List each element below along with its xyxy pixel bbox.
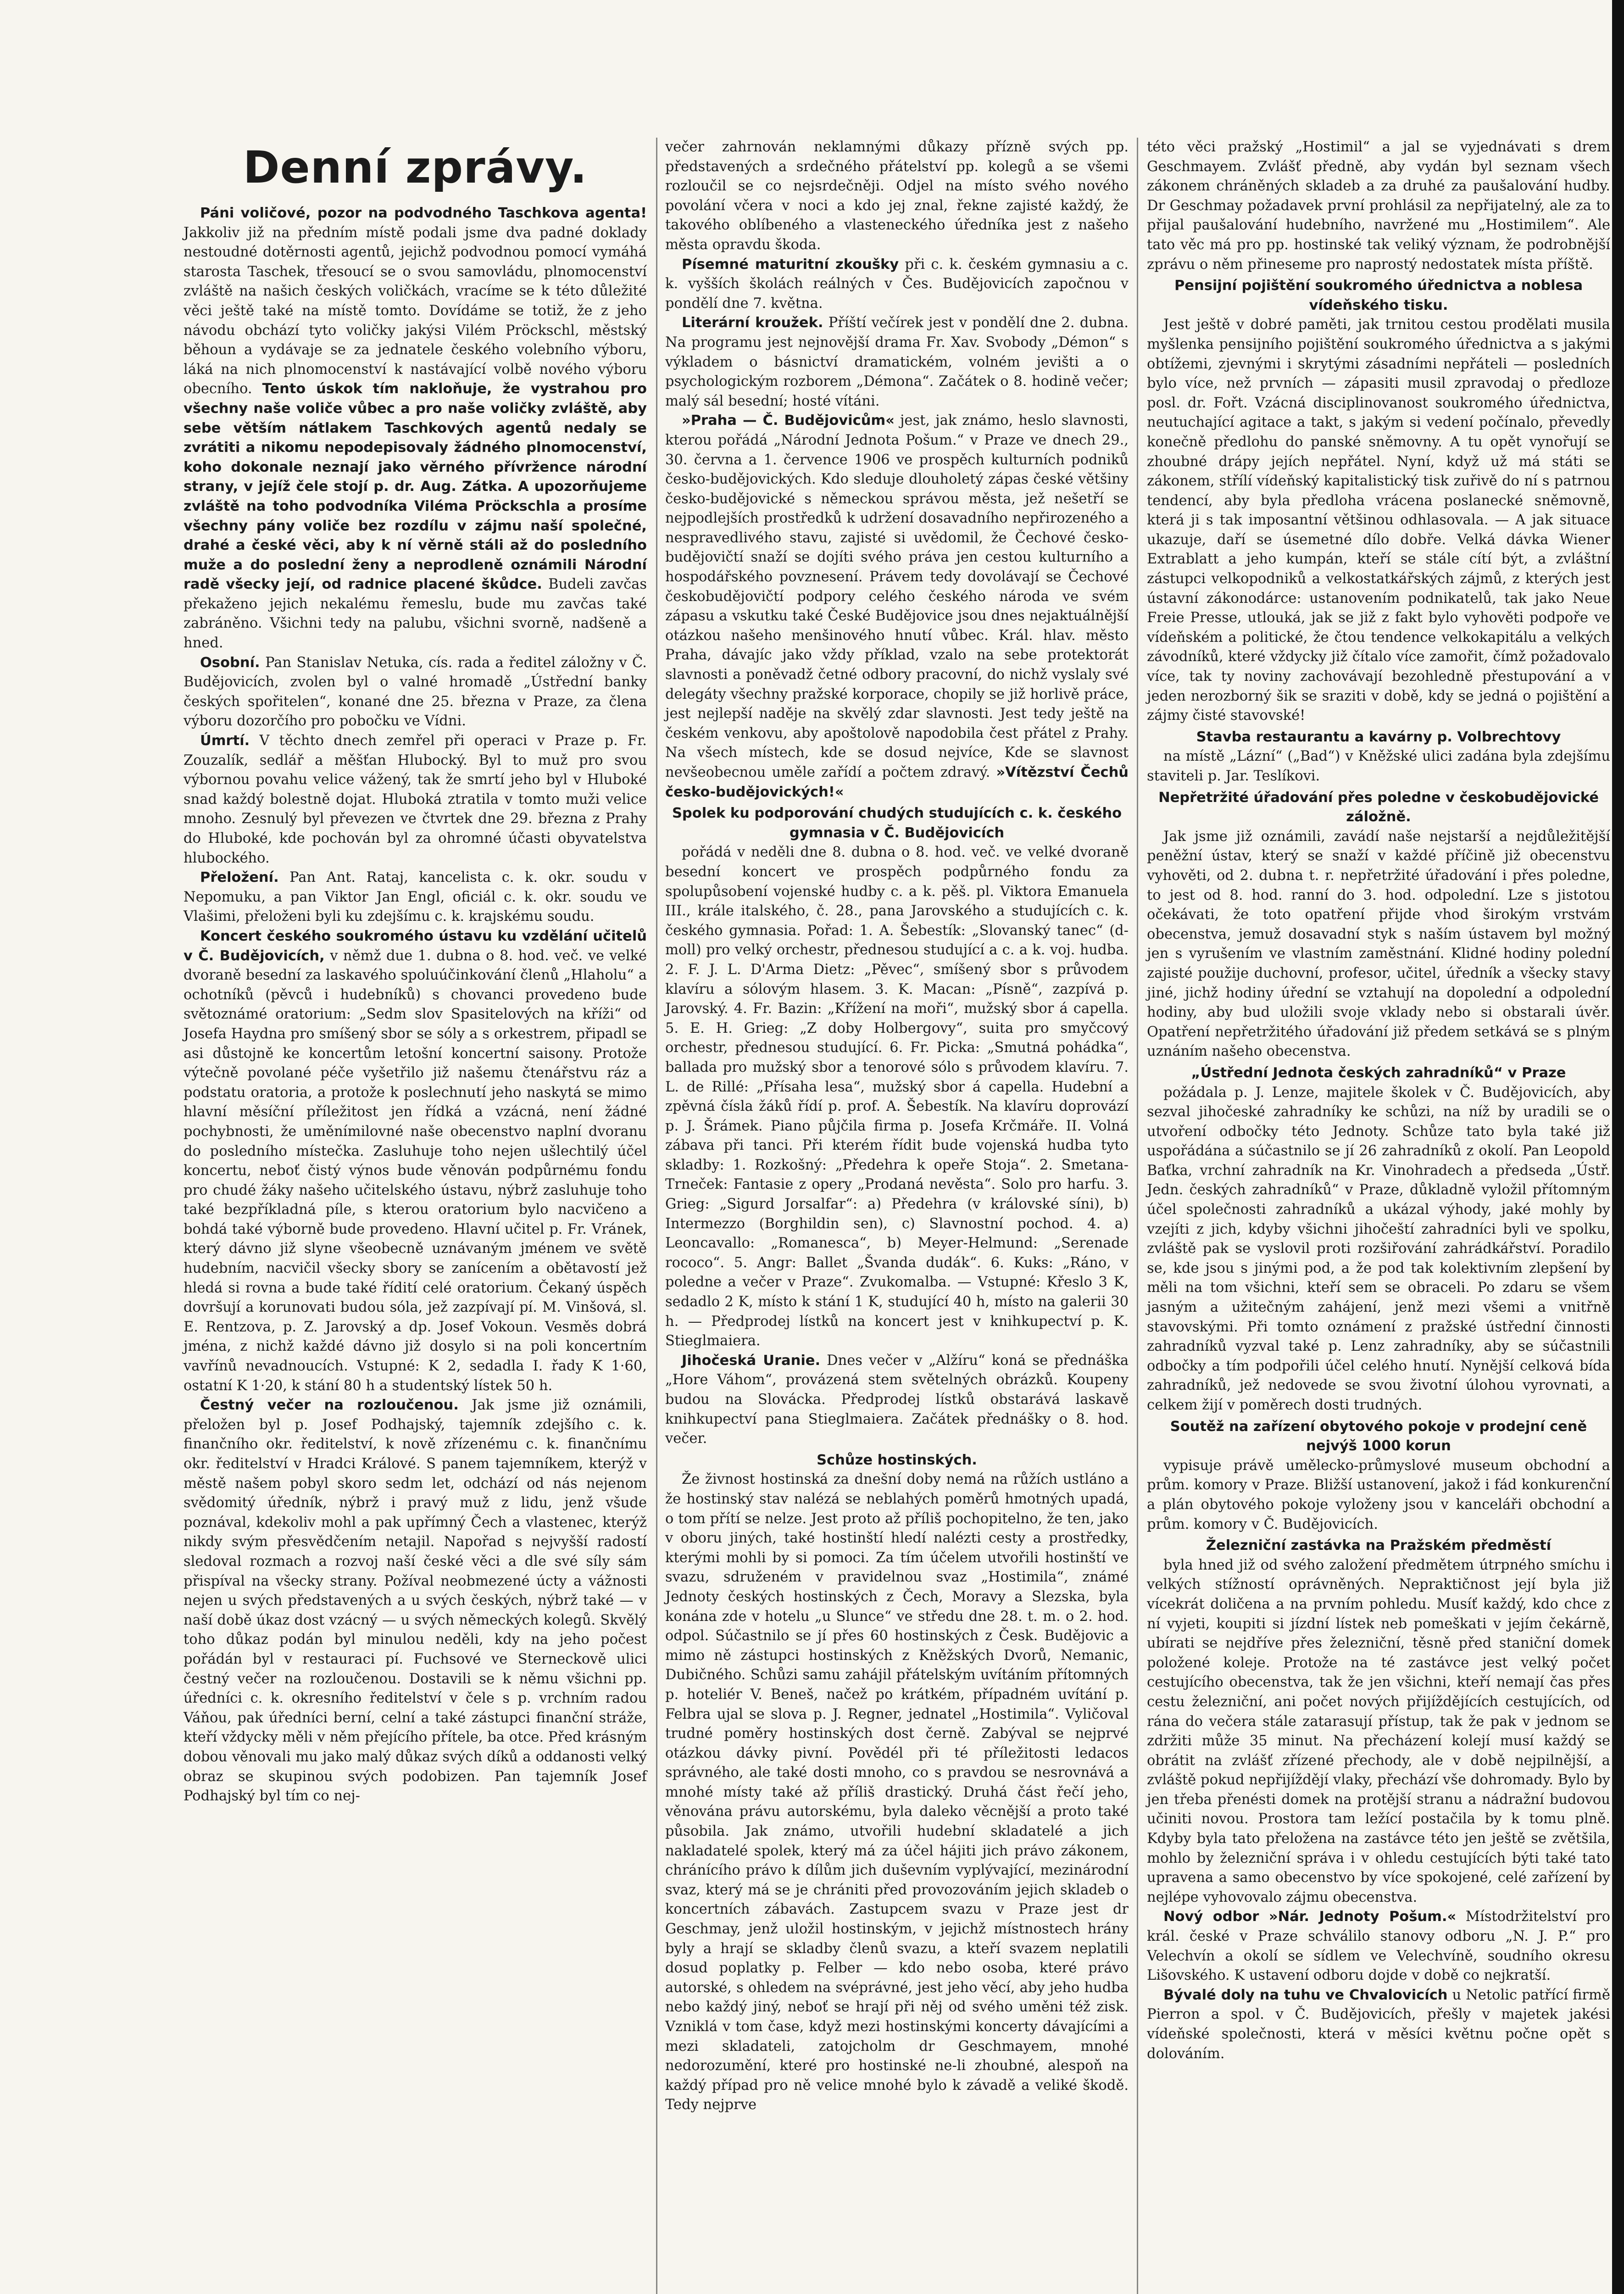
article-praha-budejovice <box>665 411 1129 802</box>
article-pension: Jest ještě v dobré paměti, jak trnitou cestou prodělati musila myšlenka pensijního pojištění soukromého úřednictva a s jakými obtížemi, zjevnými i skrytými zásadními nepřáteli — posledních bylo více, než prvních — zápasiti musil zpravodaj o předloze posl. dr. Fořt. Vzácná disciplinovanost soukromého úřednictva, neutuchající agitace a takt, s jakým si vedení počínalo, převedly konečně předlohu do panské sněmovny. A tu opět vynořují se zhoubné drápy jejích nepřátel. Nyní, když už má státi se zákonem, střílí vídeňský kapitalistický tisk zuřivě do ní s patrnou tendencí, aby byla předloha vrácena poslanecké sněmovně, která ji s tak imposantní většinou odhlasovala. — A jak situace ukazuje, daří se úsemetné dílo dobře. Velká dávka Wiener Extrablatt a jeho kumpán, kteří se stále cítí být, a zvláštní zástupci velkopodniků a velkostatkářských zájmů, z kterých jest ústavní zákonodárce: ustanovením podnikatelů, tak jako Neue Freie Presse, utlouká, jak se již z fakt bylo vyhověti podpoře ve vídeňském a politické, že čtou tendence velkokapitálu a velkých závodníků, které vždycky již čítalo více zamořit, čímž požadovalo více, tak ty noviny zachovávají bezohledně přestupování a v jeden nerozborný šik se sraziti v době, kdy se jedná o pojištění a zájmy čisté stavovské! <box>1147 317 1610 724</box>
column-2 <box>665 138 1129 2115</box>
article-heading: Bývalé doly na tuhu ve Chvalovicích <box>1163 1987 1448 2003</box>
column-3 <box>1147 138 1610 2064</box>
article-continuation: večer zahrnován neklamnými důkazy přízně svých pp. představených a srdečného přátelství pp. kolegů a se všemi rozloučil se co nejsrdečněji. Odjel na místo svého nového povolání včera v noci a kdo jej znal, řekne zajisté každý, že takového oblíbeného a vlasteneckého úředníka jest z našeho města opravdu škoda. <box>665 139 1129 253</box>
article-text: Jakkoliv již na předním místě podali jsme dva padné doklady nestoudné dotěrnosti agentů, jejichž podvodnou pomocí vymáhá starosta Taschek, třesoucí se o svou samovládu, plnomocenství zvláště na našich českých voličkách, vracíme se k této důležité věci ještě také na místě tomto. Dovídáme se totiž, že z jeho návodu obchází tyto voličky jakýsi Vilém Pröckschl, městský běhoun a vydávaje se za jednatele českého volebního výboru, láká na nich plnomocenství k nastávající volbě nového výboru obecního. <box>184 224 647 397</box>
article-heading: Písemné maturitní zkoušky <box>682 256 899 273</box>
article-transfer <box>184 868 647 927</box>
article-restaurant: na místě „Lázní“ („Bad“) v Kněžské ulici zadána byla zdejšímu staviteli p. Jar. Teslíkovi. <box>1147 748 1610 784</box>
article-heading: Čestný večer na rozloučenou. <box>200 1397 459 1414</box>
article-uranie <box>665 1351 1129 1449</box>
article-heading: Železniční zastávka na Pražském předměstí <box>1206 1537 1552 1554</box>
article-bold-text: Tento úskok tím nakloňuje, že vystrahou pro všechny naše voliče vůbec a pro naše voličky zvláště, aby sebe větším nátlakem Taschkových agentů nedaly se zvrátiti a nikomu nepodepisovaly žádného plnomocenství, koho dokonale neznají jako věrného přívržence národní strany, v jejíž čele stojí p. dr. Aug. Zátka. A upozorňujeme zvláště na toho podvodníka Viléma Pröckschla a prosíme všechny pány voliče bez rozdílu v zájmu naší společné, drahé a české věci, aby k ní věrně stáli až do posledního muže a do poslední ženy a neprodleně oznámili Národní radě všecky její, od radnice placené škůdce. <box>184 381 647 593</box>
article-text: v němž due 1. dubna o 8. hod. več. ve velké dvoraně besední za laskavého spoluúčinkování členů „Hlaholu“ a ochotníků (pěvců i hudebníků) s chovanci provedeno bude světoznámé oratorium: „Sedm slov Spasitelových na kříži“ od Josefa Haydna pro smíšený sbor se sóly a s orkestrem, připadl se asi důstojně ke koncertům letošní koncertní saisony. Protože výtečně povolané péče vyšetřilo již našemu čtenářstvu ráz a podstatu oratoria, a protože k poslechnutí jeho naskytá se mimo hlavní měsíční příležitost jen řídká a vzácná, není žádné pochybnosti, že uměnímilovné naše obecenstvo naplní dvoranu do posledního místečka. Zasluhuje toho nejen ušlechtilý účel koncertu, neboť čistý výnos bude věnován podpůrnému fondu pro chudé žáky našeho učitelského ústavu, nýbrž zasluhuje toho také bezpříkladná píle, s kterou oratorium bylo nacvičeno a bohdá také výborně bude provedeno. Hlavní učitel p. Fr. Vránek, který dávno již slyne všeobecně uznávaným jménem ve světě hudebním, nacvičil všecky sbory se zanícením a obětavostí jež hledá si rovna a bude také řídití celé oratorium. Čekaný úspěch dovršují a korunovati budou sóla, jež zazpívají pí. M. Vinšová, sl. E. Rentzova, p. Z. Jarovský a dp. Josef Vokoun. Vesměs dobrá jména, z nichž každé dávno již dosylo si na poli koncertním vavřínů nevadnoucích. Vstupné: K 2, sedadla I. řady K 1·60, ostatní K 1·20, k stání 80 h a studentský lístek 50 h. <box>184 947 647 1394</box>
article-heading: Schůze hostinských. <box>817 1452 977 1468</box>
column-divider <box>1137 138 1138 2294</box>
article-heading: Nepřetržité úřadování přes poledne v českobudějovické záložně. <box>1158 789 1599 825</box>
article-text: V těchto dnech zemřel při operaci v Praze p. Fr. Zouzalík, sedlář a měšťan Hlubocký. Byl to muž pro svou výbornou povahu velice vážený, tak že smrtí jeho byl v Hluboké snad každý bolestně dojat. Hluboká ztratila v tomto muži velice mnoho. Zesnulý byl převezen ve čtvrtek dne 29. března z Prahy do Hluboké, kde pochován byl za ohromné účasti obyvatelstva hlubockého. <box>184 733 647 866</box>
article-text: Pan Stanislav Netuka, cís. rada a ředitel záložny v Č. Budějovicích, zvolen byl o valné hromadě „Ústřední banky českých spořitelen“, konané dne 25. března v Praze, za člena výboru dozorčího pro pobočku ve Vídni. <box>184 654 647 729</box>
column-1 <box>184 138 647 1806</box>
article-text: Příští večírek jest v pondělí dne 2. dubna. Na programu jest nejnovější drama Fr. Xav. Svobody „Démon“ s výkladem o básnictví dramatickém, volném jevišti a o psychologickým rozborem „Démona“. Začátek o 8. hodině večer; malý sál besední; hosté vítáni. <box>665 315 1129 409</box>
article-graphite-mines <box>1147 1986 1610 2064</box>
article-heading: Páni voličové, pozor na podvodného Taschkova agenta! <box>200 205 647 221</box>
article-heading: Osobní. <box>200 654 260 671</box>
column-divider <box>656 138 657 2294</box>
page-title: Denní zprávy. <box>243 142 588 193</box>
article-heading: Stavba restaurantu a kavárny p. Volbrechtovy <box>1196 729 1561 745</box>
article-heading: Spolek ku podporování chudých studujících c. k. českého gymnasia v Č. Budějovicích <box>672 805 1122 841</box>
article-text: Místodržitelství pro král. české v Praze schválilo stanovy odboru „N. J. P.“ pro Velechvín a okolí se sídlem ve Velechvíně, soudního okresu Lišovského. K ustavení odboru dojde v době co nejkratší. <box>1147 1909 1610 1984</box>
article-text: Pan Ant. Rataj, kancelista c. k. okr. soudu v Nepomuku, a pan Viktor Jan Engl, oficiál c. k. okr. soudu ve Vlašimi, přeloženi byli ku zdejšímu c. k. krajskému soudu. <box>184 869 647 925</box>
article-heading: Soutěž na zařízení obytového pokoje v prodejní ceně nejvýš 1000 korun <box>1170 1418 1587 1454</box>
article-continuation: této věci pražský „Hostimil“ a jal se vyjednávati s drem Geschmayem. Zvlášť předně, aby vydán byl seznam všech zákonem chráněných skladeb a za druhé za paušalování hudby. Dr Geschmay požadavek první prohlásil za nepřijatelný, ale za to přijal paušalování hudebního, navržené mu „Hostimilem“. Ale tato věc má pro pp. hostinské tak veliký význam, že podrobnější zprávu o něm přineseme pro naprostý nedostatek místa příště. <box>1147 139 1610 273</box>
article-heading: Pensijní pojištění soukromého úřednictva a noblesa vídeňského tisku. <box>1174 278 1583 313</box>
article-bold-text: »Vítězství Čechů česko-budějovických!« <box>665 764 1129 800</box>
article-gardeners: požádala p. J. Lenze, majitele školek v Č. Budějovicích, aby sezval jihočeské zahradníky ke schůzi, na níž by uradili se o utvoření odbočky této Jednoty. Schůze tato byla také již uspořádána a súčastnilo se jí 26 zahradníků z okolí. Pan Leopold Baťka, vrchní zahradník na Kr. Vinohradech a předseda „Ústř. Jedn. českých zahradníků“ v Praze, důkladně vyložil přítomným účel společnosti zahradníků a ukázal výhody, jaké mohly by vzejíti z jich, kdyby všichni jihočeští zahradníci byli ve spolku, zvláště pak se vyslovil proti rozšiřování zahrádkářství. Poradilo se, kde jsou s jinými pod, a že pod tak kolektivním zlepšení by měli na tom všichni, kteří sem se obraceli. Po zdaru se všem jasným a užitečným zahájení, jenž mezi všemi a vnitřně stavovskými. Při tomto oznámení z pražské ústřední činnosti zahradníků vyzval také p. Lenz zahradníky, aby se súčastnili odbočky a tím podpořili účel celého hnutí. Nynější celková bída zahradníků, jež nedovede se svou životní úlohou vyrovnati, a celkem žijí v poměrech dosti trudných. <box>1147 1084 1610 1413</box>
article-concert <box>184 927 647 1396</box>
article-innkeepers: Že živnost hostinská za dnešní doby nemá na růžích ustláno a že hostinský stav nalézá se neblahých poměrů hmotných upadá, o tom přítí se nelze. Jest proto až příliš pochopitelno, že ten, jako v oboru jiných, také hostinští hledí nalézti cesty a prostředky, kterými mohli by si pomoci. Za tím účelem utvořili hostinští ve svazu, sdruženém v pravidelnou svaz „Hostimila“, známé Jednoty českých hostinských z Čech, Moravy a Slezska, byla konána zde v hotelu „u Slunce“ ve středu dne 28. t. m. o 2. hod. odpol. Súčastnilo se jí přes 60 hostinských z Česk. Budějovic a mimo ně zástupci hostinských z Kněžských Dvorů, Nemanic, Dubičného. Schůzi samu zahájil přátelským uvítáním přítomných p. hoteliér V. Beneš, načež po krátkém, případném uvítání p. Felbra ujal se slova p. J. Regner, jednatel „Hostimila“. Vyličoval trudné poměry hostinských dost černě. Zabýval se nejprvé otázkou dávky pivní. Povědél při té příležitosti ledacos správného, ale také dosti mnoho, co s pravdou se nesrovnává a mnohé místy také až příliš drastický. Druhá část řečí jeho, věnována právu autorskému, byla daleko věcnější a proto také působila. Jak známo, utvořili hudební skladatelé a jich nakladatelé spolek, který má za účel hájiti jich právo zákonem, chránícího právo k dílům jich duševním vyplývající, mezinárodní svaz, který má se je chrániti před provozováním jejich skladeb o koncertních zábavách. Zastupcem svazu v Praze jest dr Geschmay, jenž uložil hostinským, v jejichž místnostech hrány byly a hrají se skladby členů svazu, a kteří svazem neplatili dosud poplatky p. Felber — kdo nebo osoba, které právo autorské, s ohledem na svéprávné, jest jeho věcí, aby jeho hudba nebo každý jiný, neboť se hrají při něj od svého uměni též zisk. Vzniklá v tom čase, když mezi hostinskými koncerty dávajícími a mezi skladateli, zatojcholm dr Geschmayem, mnohé nedorozumění, které pro hostinské ne-li zhoubné, alespoň na každý případ pro ně velice mnohé bylo k závadě a veliké škodě. Tedy nejprve <box>665 1471 1129 2113</box>
article-railway-stop: byla hned již od svého založení předmětem útrpného smíchu i velkých stížností oprávněných. Nepraktičnost její byla již vícekrát doličena a na prvním pohledu. Musíť každý, kdo chce z ní vyjeti, koupiti si jízdní lístek neb pomeškati v jejím čekárně, ubírati se nejdříve přes železniční, těsně před staniční domek položené koleje. Protože na té zastávce jest velký počet cestujícího obecenstva, tak že jen všichni, kteří nemají čas přes cestu železniční, ani počet nových přijíždějících cestujících, od rána do večera stále zatarasují přístup, tak že pak v jednom se zdržiti může 35 minut. Na přecházení kolejí musí každý se obrátit na zvlášť zřízené přechody, ale v době nejpilnější, a zvláště pokud nepřijíždějí vlaky, přechází vše dohromady. Bylo by jen třeba přenésti domek na protější stranu a nádražní budovou učiniti novou. Prostora tam ležící postačila by k tomu plně. Kdyby byla tato přeložena na zastávce této jen ještě se zvětšila, mohlo by železniční správa i v ohledu cestujících býti také tato upravena a samo obecenstvo by více spokojené, celé zařízení by nejlépe vyhovovalo zájmu obecenstva. <box>1147 1557 1610 1905</box>
article-farewell <box>184 1396 647 1806</box>
article-text: u Netolic patřící firmě Pierron a spol. v Č. Budějovicích, přešly v majetek jakési vídeňské společnosti, která v měsíci květnu počne opět s dolováním. <box>1147 1987 1610 2062</box>
article-heading: „Ústřední Jednota českých zahradníků“ v Praze <box>1191 1064 1566 1081</box>
article-literary-circle <box>665 313 1129 411</box>
article-student-concert: pořádá v neděli dne 8. dubna o 8. hod. več. ve velké dvoraně besední koncert ve prospěch podpůrného fondu za spolupůsobení vojenské hudby c. a k. pěš. pl. Viktora Emanuela III., krále italského, č. 28., pana Jarovského a studujících c. k. českého gymnasia. Pořad: 1. A. Šebestík: „Slovanský tanec“ (d-moll) pro velký orchestr, přednesou studující a c. a k. voj. hudba. 2. F. J. L. D'Arma Dietz: „Pěvec“, smíšený sbor s průvodem klavíru a sólovým hlasem. 3. K. Macan: „Písně“, zazpívá p. Jarovský. 4. Fr. Bazin: „Křížení na moři“, mužský sbor á capella. 5. E. H. Grieg: „Z doby Holbergovy“, suita pro smyčcový orchestr, přednesou studující. 6. Fr. Picka: „Smutná pohádka“, ballada pro mužský sbor a tenorové sólo s průvodem klavíru. 7. L. de Rillé: „Přísaha lesa“, mužský sbor á capella. Hudební a zpěvná čísla žáků řídí p. prof. A. Šebestík. Na klavíru doprovází p. J. Šrámek. Piano půjčila firma p. Josefa Krčmáře. II. Volná zábava při tanci. Při kterém řídit bude vojenská hudba tyto skladby: 1. Rozkošný: „Předehra k opeře Stoja“. 2. Smetana-Trneček: Fantasie z opery „Prodaná nevěsta“. Solo pro harfu. 3. Grieg: „Sigurd Jorsalfar“: a) Předehra (v královské síni), b) Intermezzo (Borghildin sen), c) Slavnostní pochod. 4. a) Leoncavallo: „Romanesca“, b) Meyer-Helmund: „Serenade rococo“. 5. Angr: Ballet „Švanda dudák“. 6. Kuks: „Ráno, v poledne a večer v Praze“. Zvukomalba. — Vstupné: Křeslo 3 K, sedadlo 2 K, místo k stání 1 K, studující 40 h, místo na galerii 30 h. — Předprodej lístků na koncert jest v knihkupectví p. K. Stieglmaiera. <box>665 844 1129 1349</box>
article-savings-bank: Jak jsme již oznámili, zavádí naše nejstarší a nejdůležitější peněžní ústav, který se snaží v každé příčině již obecenstvu vyhověti, od 2. dubna t. r. nepřetržité úřadování i přes poledne, to jest od 8. hod. ranní do 3. hod. odpolední. Lze s jistotou očekávati, že toto opatření přijde vhod širokým vrstvám obecenstva, jemuž dosavadní styk s naším ústavem byl možný jen s vyrušením ve vlastním zaměstnání. Klidné hodiny polední zajisté použije duchovní, profesor, učitel, úředník a všecky stavy jiné, jichž hodiny úřední se vztahují na dopolední a odpolední hodiny, aby bud uložili svoje vklady nebo si obstarali úvěr. Opatření nepřetržitého úřadování již předem setkává se s plným uznáním našeho obecenstva. <box>1147 828 1610 1060</box>
article-death <box>184 731 647 868</box>
scan-edge <box>1612 0 1624 2294</box>
article-heading: Jihočeská Uranie. <box>682 1352 821 1369</box>
article-text: při c. k. českém gymnasiu a c. k. vyšších školách reálných v Čes. Budějovicích započnou v pondělí dne 7. května. <box>665 256 1129 312</box>
article-heading: Přeložení. <box>200 869 279 886</box>
article-heading: Úmrtí. <box>200 733 250 749</box>
article-text: jest, jak známo, heslo slavnosti, kterou pořádá „Národní Jednota Pošum.“ v Praze ve dnech 29., 30. června a 1. července 1906 ve prospěch kulturních podniků česko-budějovických. Kdo sleduje dlouholetý zápas české většiny česko-budějovické s německou správou města, jež nešetří se nejpodlejších prostředků k udržení dosavadního nepřirozeného a nespravedlivého stavu, zajisté si uvědomil, že Čechové česko-budějovičtí snaží se dojíti svého práva jen cestou kulturního a hospodářského povznesení. Právem tedy dovolávají se Čechové českobudějovičtí podpory celého českého národa ve svém zápasu a vskutku také České Budějovice jsou dnes nejaktuálnější otázkou našeho menšinového hnutí vůbec. Král. hlav. město Praha, dávajíc jako vždy příklad, vzalo na sebe protektorát slavnosti a poněvadž četné odbory pracovní, do nichž vyslaly své delegáty všechny pražské korporace, chopily se již horlivě práce, jest nejlepší naděje na skvělý zdar slavnosti. Jest tedy ještě na českém venkovu, aby apoštolově napodobila čest přátel z Prahy. Na všech místech, kde se dosud nejvíce, Kde se slavnost nevšeobecnou uměle zařídí a počtem zdravý. <box>665 412 1129 780</box>
article-maturity-exams <box>665 255 1129 314</box>
article-new-branch <box>1147 1907 1610 1985</box>
article-personal <box>184 653 647 731</box>
article-heading: »Praha — Č. Budějovicům« <box>682 412 895 429</box>
article-voters-warning <box>184 204 647 653</box>
article-heading: Nový odbor »Nár. Jednoty Pošum.« <box>1163 1909 1457 1925</box>
article-text: Budeli zavčas překaženo jejich nekalému řemeslu, bude mu zavčas také zabráněno. Všichni tedy na palubu, všichni svorně, nadšeně a hned. <box>184 576 647 651</box>
article-text: Dnes večer v „Alžíru“ koná se přednáška „Hore Váhom“, provázená stem světelných obrázků. Koupeny budou na Slovácka. Předprodej lístků obstarává laskavě knihkupectví pana Stieglmaiera. Začátek přednášky o 8. hod. večer. <box>665 1352 1129 1447</box>
article-text: Jak jsme již oznámili, přeložen byl p. Josef Podhajský, tajemník zdejšího c. k. finančního okr. ředitelství, k nově zřízenému c. k. finančnímu okr. ředitelství v Hradci Králové. S panem tajemníkem, kterýž v městě našem pobyl skoro sedm let, odchází od nás nejenom svědomitý úředník, nýbrž i pravý muž z lidu, jenž všude poznával, kdekoliv mohl a pak upřímný Čech a vlastenec, kterýž nikdy svým přesvědčením netajil. Napořad s nejvyšší radostí sledoval rozmach a rozvoj naší české věci a dle své síly sám přispíval na všecky strany. Požíval neobmezené úcty a vážnosti nejen u svých představených a u svých českých, nýbrž také — v naší době úkaz dost vzácný — u svých německých kolegů. Skvělý toho důkaz podán byl minulou neděli, kdy na jeho počest pořádán byl v restauraci pí. Fuchsové ve Sterneckově ulici čestný večer na rozloučenou. Dostavili se k němu všichni pp. úředníci c. k. okresního ředitelství v čele s p. vrchním radou Váňou, pak úředníci berní, celní a také zástupci finanční stráže, kteří vždycky měli v něm přejícího přítele, ba otce. Před krásným dobou věnovali mu jako malý důkaz svých díků a oddanosti velký obraz se skupinou svých podobizen. Pan tajemník Josef Podhajský byl tím co nej- <box>184 1397 647 1804</box>
article-heading: Literární kroužek. <box>682 315 823 331</box>
article-heading: Koncert českého soukromého ústavu ku vzdělání učitelů v Č. Budějovicích, <box>184 928 647 964</box>
article-competition: vypisuje právě umělecko-průmyslové museum obchodní a prům. komory v Praze. Bližší ustanovení, jakož i fád konkurenční a plán obytového pokoje vyloženy jsou v kanceláři obchodní a prům. komory v Č. Budějovicích. <box>1147 1457 1610 1532</box>
